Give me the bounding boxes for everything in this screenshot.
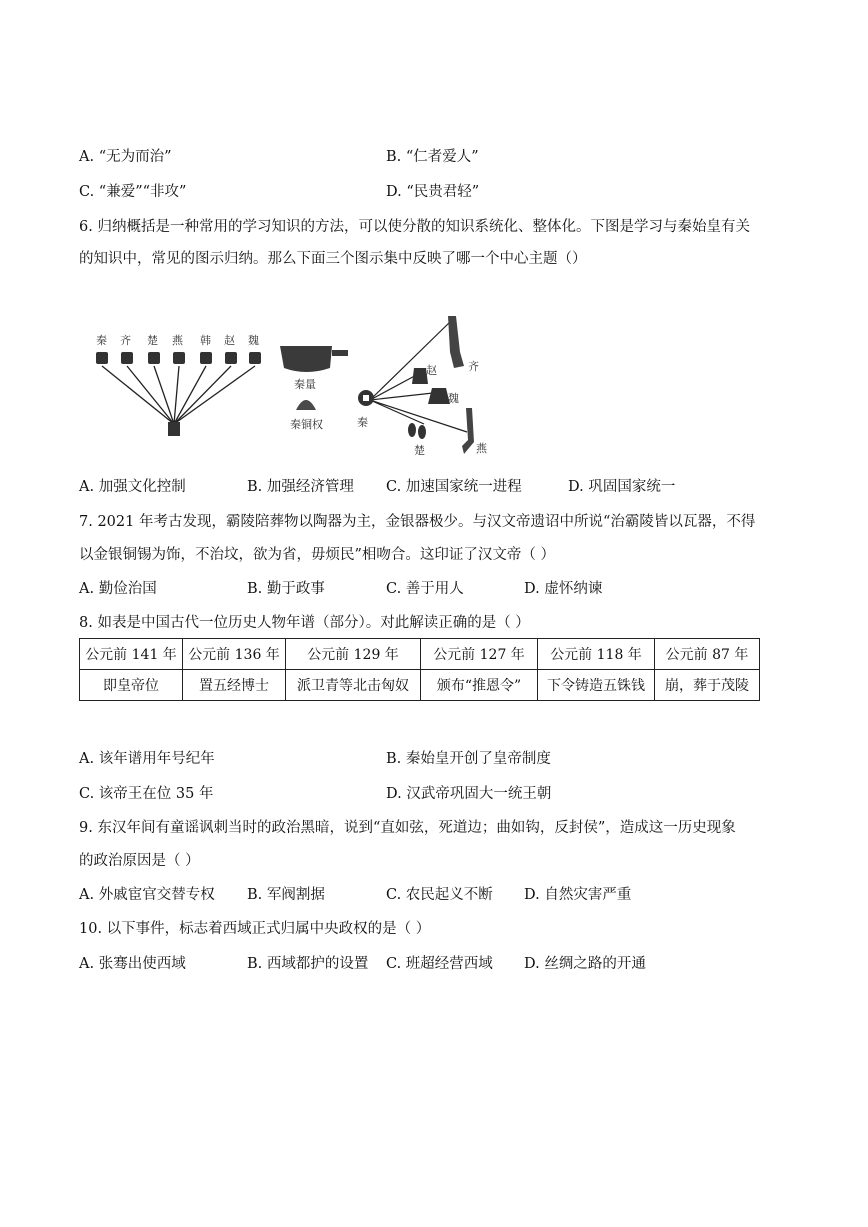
chu-coin-image [408, 423, 416, 437]
year-cell: 公元前 141 年 [80, 639, 183, 670]
q5-option-c: C. “兼爱”“非攻” [79, 184, 187, 200]
coin-label-qi: 齐 [468, 360, 479, 373]
state-label-qin: 秦 [96, 334, 107, 347]
q6-stem-line1: 6. 归纳概括是一种常用的学习知识的方法，可以使分散的知识系统化、整体化。下图是学习与秦始皇有关 [79, 219, 750, 235]
event-cell: 置五经博士 [183, 670, 286, 701]
q8-option-c: C. 该帝王在位 35 年 [79, 786, 214, 802]
table-row-years [80, 639, 760, 670]
q8-option-d: D. 汉武帝巩固大一统王朝 [386, 786, 552, 802]
coin-label-chu: 楚 [414, 444, 425, 457]
q9-stem-line1: 9. 东汉年间有童谣讽刺当时的政治黑暗，说到“直如弦，死道边；曲如钩，反封侯”，造成这一历史现象 [79, 820, 736, 836]
year-cell: 公元前 87 年 [655, 639, 760, 670]
q6-option-b: B. 加强经济管理 [247, 479, 354, 495]
q7-option-c: C. 善于用人 [386, 581, 464, 597]
qin-measure-label: 秦量 [294, 378, 316, 391]
q7-stem-line1: 7. 2021 年考古发现，霸陵陪葬物以陶器为主，金银器极少。与汉文帝遗诏中所说“治霸陵皆以瓦器，不得 [79, 514, 756, 530]
coin-label-wei: 魏 [448, 392, 459, 405]
event-cell: 崩，葬于茂陵 [655, 670, 760, 701]
q8-option-a: A. 该年谱用年号纪年 [79, 751, 215, 767]
q7-stem-line2: 以金银铜锡为饰，不治坟，欲为省，毋烦民”相吻合。这印证了汉文帝（ ） [79, 547, 556, 563]
q10-option-c: C. 班超经营西域 [386, 956, 493, 972]
q7-option-d: D. 虚怀纳谏 [524, 581, 603, 597]
state-label-zhao: 赵 [224, 334, 235, 347]
q9-option-d: D. 自然灾害严重 [524, 887, 632, 903]
q6-figure [92, 312, 502, 462]
state-label-yan: 燕 [172, 334, 183, 347]
event-cell: 颁布“推恩令” [421, 670, 538, 701]
q9-option-b: B. 军阀割据 [247, 887, 325, 903]
state-label-qi: 齐 [120, 334, 131, 347]
year-cell: 公元前 127 年 [421, 639, 538, 670]
wei-spade-coin-image [428, 388, 450, 404]
q10-stem: 10. 以下事件，标志着西域正式归属中央政权的是（ ） [79, 921, 431, 937]
event-cell: 即皇帝位 [80, 670, 183, 701]
year-cell: 公元前 118 年 [538, 639, 655, 670]
q9-stem-line2: 的政治原因是（ ） [79, 853, 200, 869]
q7-option-a: A. 勤俭治国 [79, 581, 157, 597]
table-row-events [80, 670, 760, 701]
qin-measure-image [280, 346, 332, 372]
coin-label-qin: 秦 [357, 416, 368, 429]
q10-option-a: A. 张骞出使西域 [79, 956, 186, 972]
state-label-han: 韩 [200, 334, 211, 347]
year-cell: 公元前 129 年 [286, 639, 421, 670]
q9-option-c: C. 农民起义不断 [386, 887, 493, 903]
q8-stem: 8. 如表是中国古代一位历史人物年谱（部分）。对此解读正确的是（ ） [79, 615, 530, 631]
unified-script-glyph [168, 422, 180, 436]
currency-unification-diagram [357, 316, 488, 457]
q6-option-c: C. 加速国家统一进程 [386, 479, 522, 495]
q6-figure-svg [92, 312, 502, 462]
qin-measures [280, 346, 348, 431]
q6-option-d: D. 巩固国家统一 [568, 479, 676, 495]
event-cell: 下令铸造五铢钱 [538, 670, 655, 701]
q7-option-b: B. 勤于政事 [247, 581, 325, 597]
year-cell: 公元前 136 年 [183, 639, 286, 670]
q9-option-a: A. 外戚宦官交替专权 [79, 887, 215, 903]
event-cell: 派卫青等北击匈奴 [286, 670, 421, 701]
q5-option-d: D. “民贵君轻” [386, 184, 480, 200]
state-label-chu: 楚 [147, 334, 158, 347]
q5-option-b: B. “仁者爱人” [386, 149, 479, 165]
chronology-table [79, 638, 760, 701]
q10-option-b: B. 西域都护的设置 [247, 956, 369, 972]
script-unification-diagram [96, 333, 261, 436]
q6-stem-line2: 的知识中，常见的图示归纳。那么下面三个图示集中反映了哪一个中心主题（） [79, 251, 587, 267]
qin-weight-image [296, 400, 316, 410]
q10-option-d: D. 丝绸之路的开通 [524, 956, 646, 972]
coin-label-zhao: 赵 [426, 364, 437, 377]
q5-option-a: A. “无为而治” [79, 149, 172, 165]
ancient-script-glyphs [96, 352, 261, 364]
coin-label-yan: 燕 [476, 442, 487, 455]
qin-weight-label: 秦铜权 [290, 418, 323, 431]
q8-option-b: B. 秦始皇开创了皇帝制度 [386, 751, 551, 767]
state-label-wei: 魏 [248, 334, 259, 347]
q6-option-a: A. 加强文化控制 [79, 479, 186, 495]
qi-knife-coin-image [448, 316, 464, 368]
